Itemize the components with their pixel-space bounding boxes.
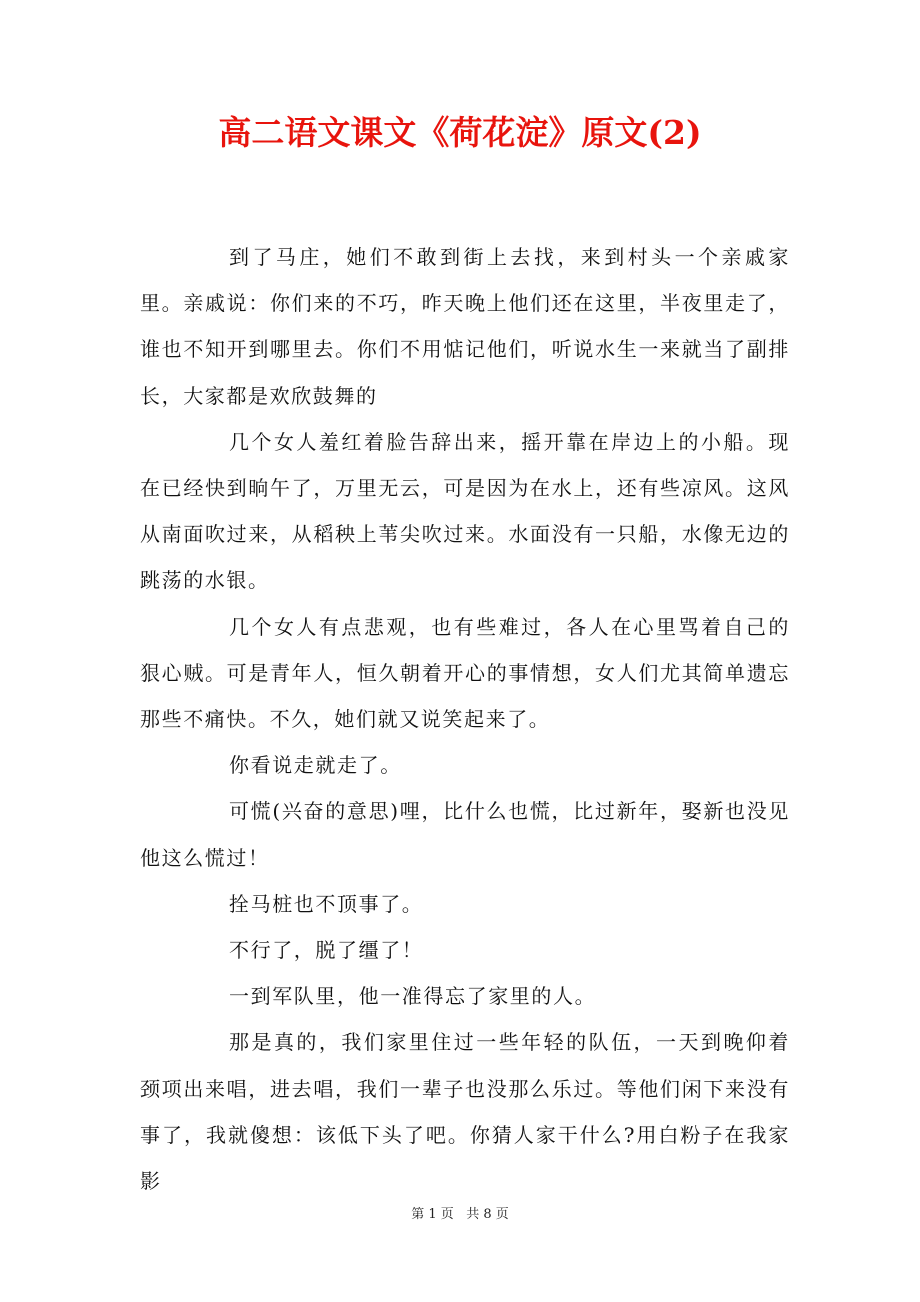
paragraph: 不行了，脱了缰了！ bbox=[229, 938, 424, 963]
page-title: 高二语文课文《荷花淀》原文(2) bbox=[218, 113, 702, 152]
paragraph: 几个女人羞红着脸告辞出来，摇开靠在岸边上的小船。现在已经快到晌午了，万里无云，可是因为在水上，还有些凉风。这风从南面吹过来，从稻秧上苇尖吹过来。水面没有一只船，水像无边的跳荡的水银。 bbox=[140, 429, 790, 593]
paragraph: 到了马庄，她们不敢到街上去找，来到村头一个亲戚家里。亲戚说：你们来的不巧，昨天晚上他们还在这里，半夜里走了，谁也不知开到哪里去。你们不用惦记他们，听说水生一来就当了副排长，大家都是欢欣鼓舞的 bbox=[140, 245, 790, 408]
page-number: 第 1 页 共 8 页 bbox=[411, 1207, 509, 1222]
paragraph: 一到军队里，他一准得忘了家里的人。 bbox=[229, 984, 597, 1009]
paragraph: 可慌(兴奋的意思)哩，比什么也慌，比过新年，娶新也没见他这么慌过！ bbox=[140, 799, 790, 870]
paragraph: 你看说走就走了。 bbox=[229, 753, 402, 778]
paragraph: 几个女人有点悲观，也有些难过，各人在心里骂着自己的狠心贼。可是青年人，恒久朝着开心的事情想，女人们尤其简单遗忘那些不痛快。不久，她们就又说笑起来了。 bbox=[140, 614, 790, 732]
page-footer bbox=[0, 1205, 920, 1225]
paragraph: 拴马桩也不顶事了。 bbox=[229, 891, 424, 916]
paragraph: 那是真的，我们家里住过一些年轻的队伍，一天到晚仰着颈项出来唱，进去唱，我们一辈子也没那么乐过。等他们闲下来没有事了，我就傻想：该低下头了吧。你猜人家干什么?用白粉子在我家影 bbox=[140, 1030, 790, 1194]
document-body bbox=[140, 234, 790, 1204]
